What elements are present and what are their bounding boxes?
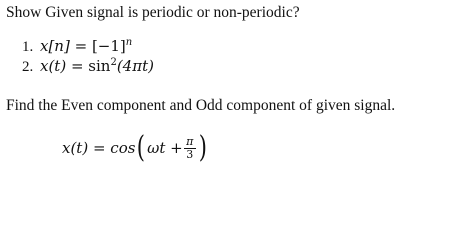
right-paren: ) [198, 130, 207, 165]
left-paren: ( [137, 130, 146, 165]
list-item-1 [22, 33, 154, 53]
signal-list [22, 33, 154, 73]
list-item-2 [22, 53, 154, 73]
formula-lhs: x(t) = cos [62, 139, 136, 157]
equation-1-rhs: [−1] [91, 37, 126, 55]
equation-2-exponent: 2 [110, 57, 117, 68]
formula-inner: ωt + [147, 139, 183, 157]
equation-2-func: sin [88, 57, 111, 75]
equation-2 [40, 53, 154, 76]
fraction-numerator: π [186, 134, 194, 148]
equation-2-lhs: x(t) = [40, 57, 89, 75]
signal-formula [62, 131, 208, 165]
item-number: 2. [22, 59, 34, 75]
equation-2-arg: (4πt) [116, 57, 154, 75]
question-2-text: Find the Even component and Odd component of given signal. [6, 97, 396, 114]
fraction [184, 136, 196, 161]
fraction-denominator: 3 [186, 147, 194, 161]
question-1-text: Show Given signal is periodic or non-periodic? [6, 4, 300, 21]
item-number: 1. [22, 39, 34, 55]
equation-1-lhs: x[n] = [40, 37, 92, 55]
equation-1-exponent: n [125, 37, 133, 48]
